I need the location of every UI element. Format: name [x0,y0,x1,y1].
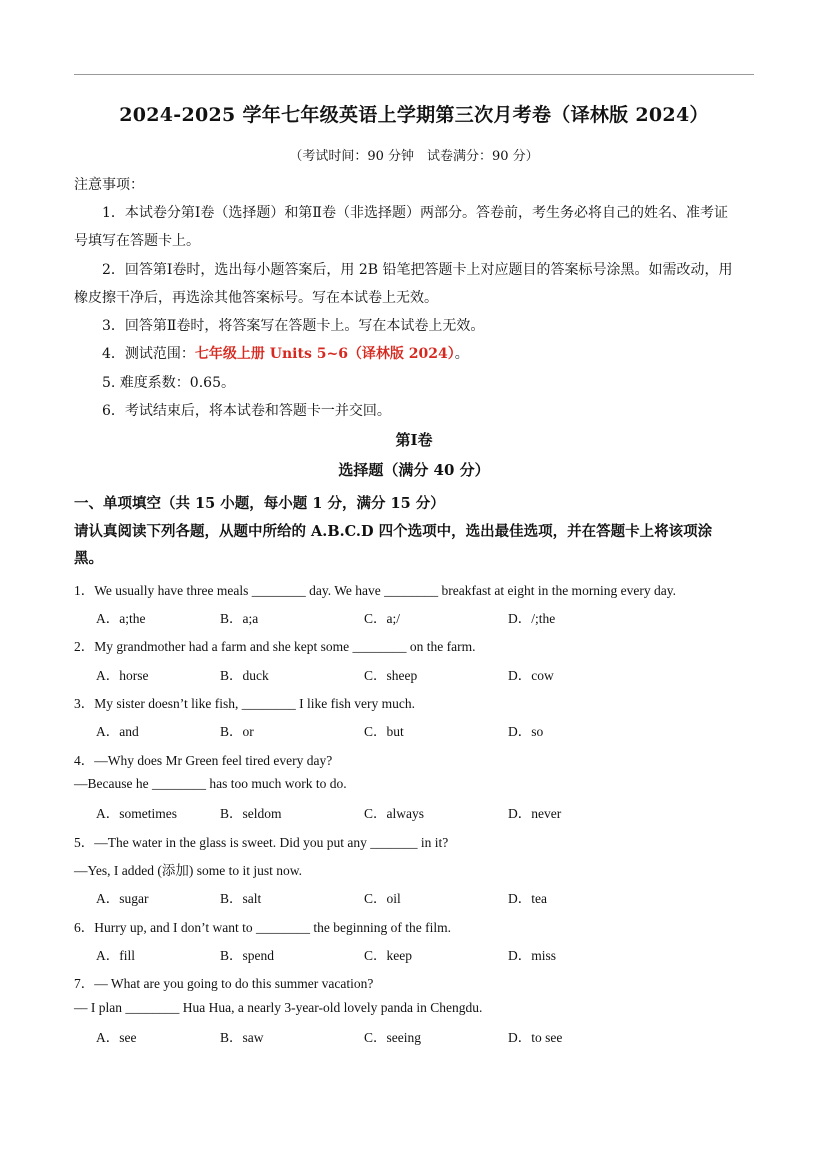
option-b[interactable]: B．or [220,724,254,739]
option-a[interactable]: A．horse [96,668,149,683]
part1-heading: 一、单项填空（共 15 小题，每小题 1 分，满分 15 分） [74,495,445,512]
option-c[interactable]: C．sheep [364,668,418,683]
question-4-stem: 4．—Why does Mr Green feel tired every day? [74,753,333,768]
note-4 [102,343,469,363]
section-heading: 选择题（满分 40 分） [338,461,490,479]
question-2-stem: 2．My grandmother had a farm and she kept some ________ on the farm. [74,639,476,654]
question-5-stem: 5．—The water in the glass is sweet. Did you put any _______ in it? [74,835,449,850]
option-d[interactable]: D．/;the [508,611,556,626]
notes-heading: 注意事项： [74,177,144,193]
option-a[interactable]: A．sometimes [96,806,177,821]
question-5-options [96,887,736,907]
option-d[interactable]: D．cow [508,668,554,683]
question-3-stem: 3．My sister doesn’t like fish, ________ I like fish very much. [74,696,415,711]
option-c[interactable]: C．seeing [364,1030,421,1045]
option-b[interactable]: B．saw [220,1030,264,1045]
option-d[interactable]: D．never [508,806,562,821]
note-1a: 1．本试卷分第Ⅰ卷（选择题）和第Ⅱ卷（非选择题）两部分。答卷前，考生务必将自己的姓名、准考证 [102,205,728,221]
note-4-suffix: 。 [454,346,469,362]
option-a[interactable]: A．and [96,724,139,739]
option-d[interactable]: D．to see [508,1030,563,1045]
option-c[interactable]: C．but [364,724,404,739]
note-5: 5. 难度系数：0.65。 [102,375,235,391]
note-2b: 橡皮擦干净后，再选涂其他答案标号。写在本试卷上无效。 [74,290,438,306]
question-1-options [96,607,736,627]
option-b[interactable]: B．a;a [220,611,259,626]
question-6-options [96,944,736,964]
option-d[interactable]: D．tea [508,891,547,906]
option-c[interactable]: C．keep [364,948,412,963]
question-7-stem-2: — I plan ________ Hua Hua, a nearly 3-year-old lovely panda in Chengdu. [74,1000,483,1015]
note-4-range: 七年级上册 Units 5~6（译林版 2024） [194,346,455,362]
option-a[interactable]: A．sugar [96,891,149,906]
note-1b: 号填写在答题卡上。 [74,233,200,249]
note-6: 6．考试结束后，将本试卷和答题卡一并交回。 [102,403,391,419]
option-b[interactable]: B．salt [220,891,262,906]
option-b[interactable]: B．spend [220,948,274,963]
instructions-a: 请认真阅读下列各题，从题中所给的 A.B.C.D 四个选项中，选出最佳选项，并在答题卡上将该项涂 [74,523,713,540]
question-6-stem: 6．Hurry up, and I don’t want to ________ the beginning of the film. [74,920,451,935]
header-rule [74,74,754,75]
instructions-b: 黑。 [74,550,103,567]
note-3: 3．回答第Ⅱ卷时，将答案写在答题卡上。写在本试卷上无效。 [102,318,485,334]
note-4-prefix: 4．测试范围： [102,346,195,362]
exam-title: 2024-2025 学年七年级英语上学期第三次月考卷（译林版 2024） [119,104,709,126]
question-2-options [96,664,736,684]
note-2a: 2．回答第Ⅰ卷时，选出每小题答案后，用 2B 铅笔把答题卡上对应题目的答案标号涂黑。如需改动，用 [102,262,733,278]
option-a[interactable]: A．fill [96,948,135,963]
option-c[interactable]: C．always [364,806,424,821]
question-1-stem: 1．We usually have three meals ________ day. We have ________ breakfast at eight in the morning every day. [74,583,677,598]
question-4-stem-2: —Because he ________ has too much work to do. [74,776,347,791]
exam-subtitle: （考试时间：90 分钟 试卷满分：90 分） [289,149,539,164]
question-5-stem-2: —Yes, I added (添加) some to it just now. [74,863,302,878]
question-4-options [96,802,736,822]
question-7-options [96,1026,736,1046]
question-7-stem: 7．— What are you going to do this summer vacation? [74,976,374,991]
option-a[interactable]: A．see [96,1030,137,1045]
option-d[interactable]: D．so [508,724,544,739]
option-c[interactable]: C．a;/ [364,611,400,626]
option-b[interactable]: B．duck [220,668,269,683]
option-d[interactable]: D．miss [508,948,557,963]
option-c[interactable]: C．oil [364,891,401,906]
question-3-options [96,720,736,740]
volume-label: 第Ⅰ卷 [395,431,433,449]
option-a[interactable]: A．a;the [96,611,146,626]
option-b[interactable]: B．seldom [220,806,282,821]
